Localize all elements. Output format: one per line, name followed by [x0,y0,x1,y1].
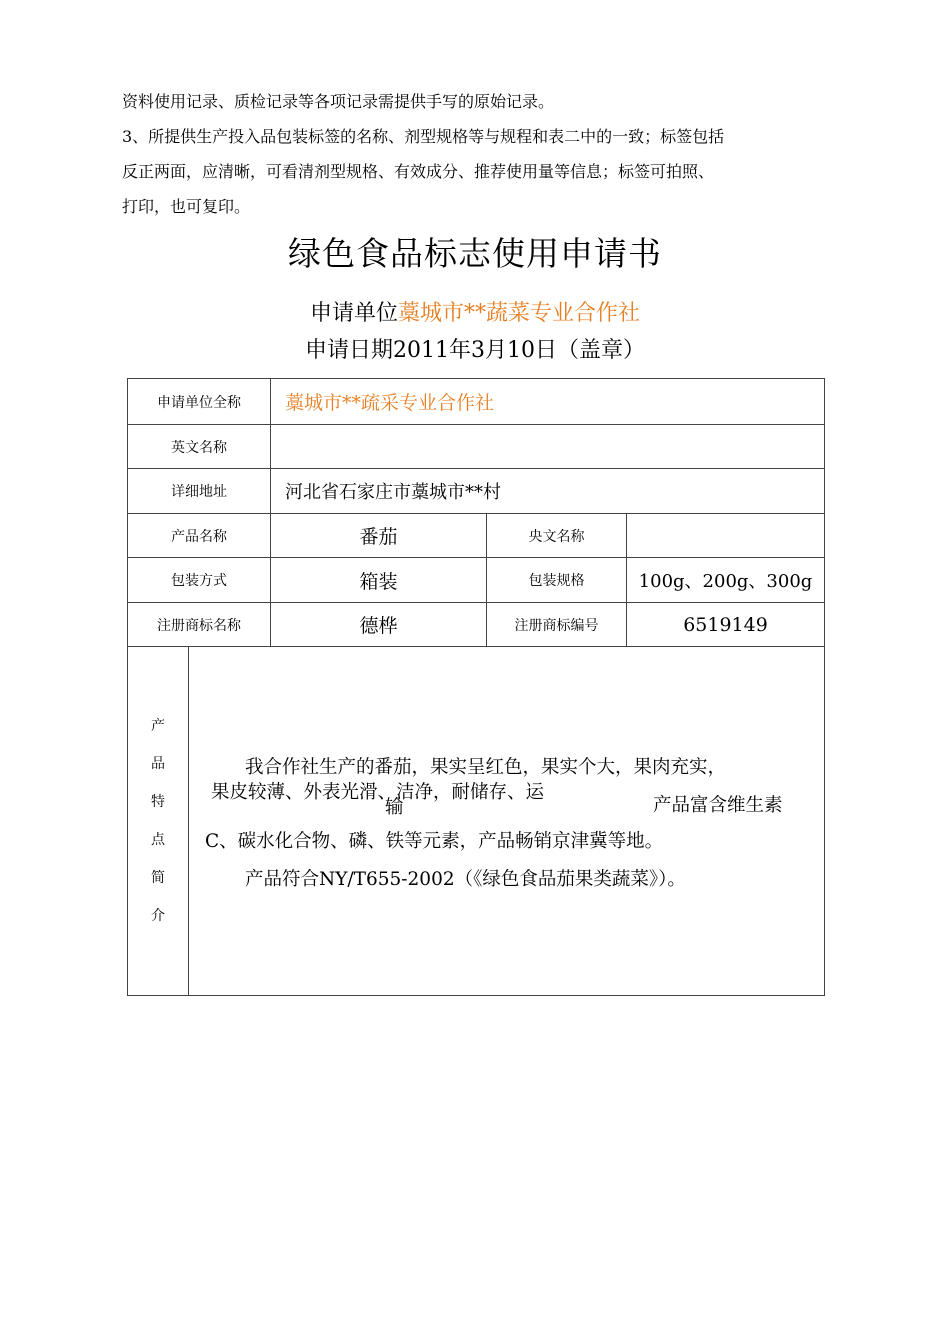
features-line-3: C、碳水化合物、磷、铁等元素，产品畅销京津冀等地。 [205,831,664,852]
features-line-1: 我合作社生产的番茄，果实呈红色，果实个大，果肉充实， [245,757,727,778]
trademark-value: 德桦 [271,603,487,647]
features-label-char: 点 [151,832,165,848]
features-line-2a: 果皮较薄、外表光滑、洁净，耐储存、运 [211,782,545,803]
features-label-char: 简 [151,870,165,886]
packaging-value: 箱装 [271,558,487,603]
application-form-table [127,378,825,996]
features-line-2c: 输 [385,797,404,818]
unit-full-name-value: 藁城市**疏采专业合作社 [271,379,825,425]
product-en-label: 央文名称 [487,514,627,558]
features-label-char: 品 [151,756,165,772]
spec-label: 包装规格 [487,558,627,603]
intro-line: 3、所提供生产投入品包装标签的名称、剂型规格等与规程和表二中的一致；标签包括 [122,127,725,146]
document-title: 绿色食品标志使用申请书 [288,234,662,273]
intro-line: 反正两面，应清晰，可看清剂型规格、有效成分、推荐使用量等信息；标签可拍照、 [122,162,715,181]
row-address [128,469,825,514]
row-trademark [128,603,825,647]
trademark-no-label: 注册商标编号 [487,603,627,647]
unit-full-name-label: 申请单位全称 [128,379,271,425]
row-product [128,514,825,558]
intro-line: 资料使用记录、质检记录等各项记录需提供手写的原始记录。 [122,92,555,111]
features-label-char: 产 [151,718,165,734]
row-features [128,647,825,996]
row-packaging [128,558,825,603]
product-name-label: 产品名称 [128,514,271,558]
features-label-char: 介 [151,908,165,924]
intro-line: 打印，也可复印。 [122,197,251,216]
application-date: 申请日期2011年3月10日（盖章） [305,338,645,363]
trademark-no-value: 6519149 [627,603,825,647]
features-line-4: 产品符合NY/T655-2002（《绿色食品茄果类蔬菜》）。 [245,869,686,890]
applicant-label: 申请单位 [309,301,398,326]
product-name-value: 番茄 [271,514,487,558]
features-label-char: 特 [151,794,165,810]
address-value: 河北省石家庄市藁城市**村 [271,469,825,514]
english-name-value [271,425,825,469]
applicant-name: 藁城市**蔬菜专业合作社 [398,301,641,326]
spec-value: 100g、200g、300g [627,558,825,603]
packaging-label: 包装方式 [128,558,271,603]
features-label [128,647,189,996]
address-label: 详细地址 [128,469,271,514]
applicant-line [0,296,950,327]
features-line-2b: 产品富含维生素 [653,795,783,816]
trademark-label: 注册商标名称 [128,603,271,647]
row-unit-name [128,379,825,425]
row-english-name [128,425,825,469]
product-en-value [627,514,825,558]
english-name-label: 英文名称 [128,425,271,469]
features-description [189,647,825,996]
